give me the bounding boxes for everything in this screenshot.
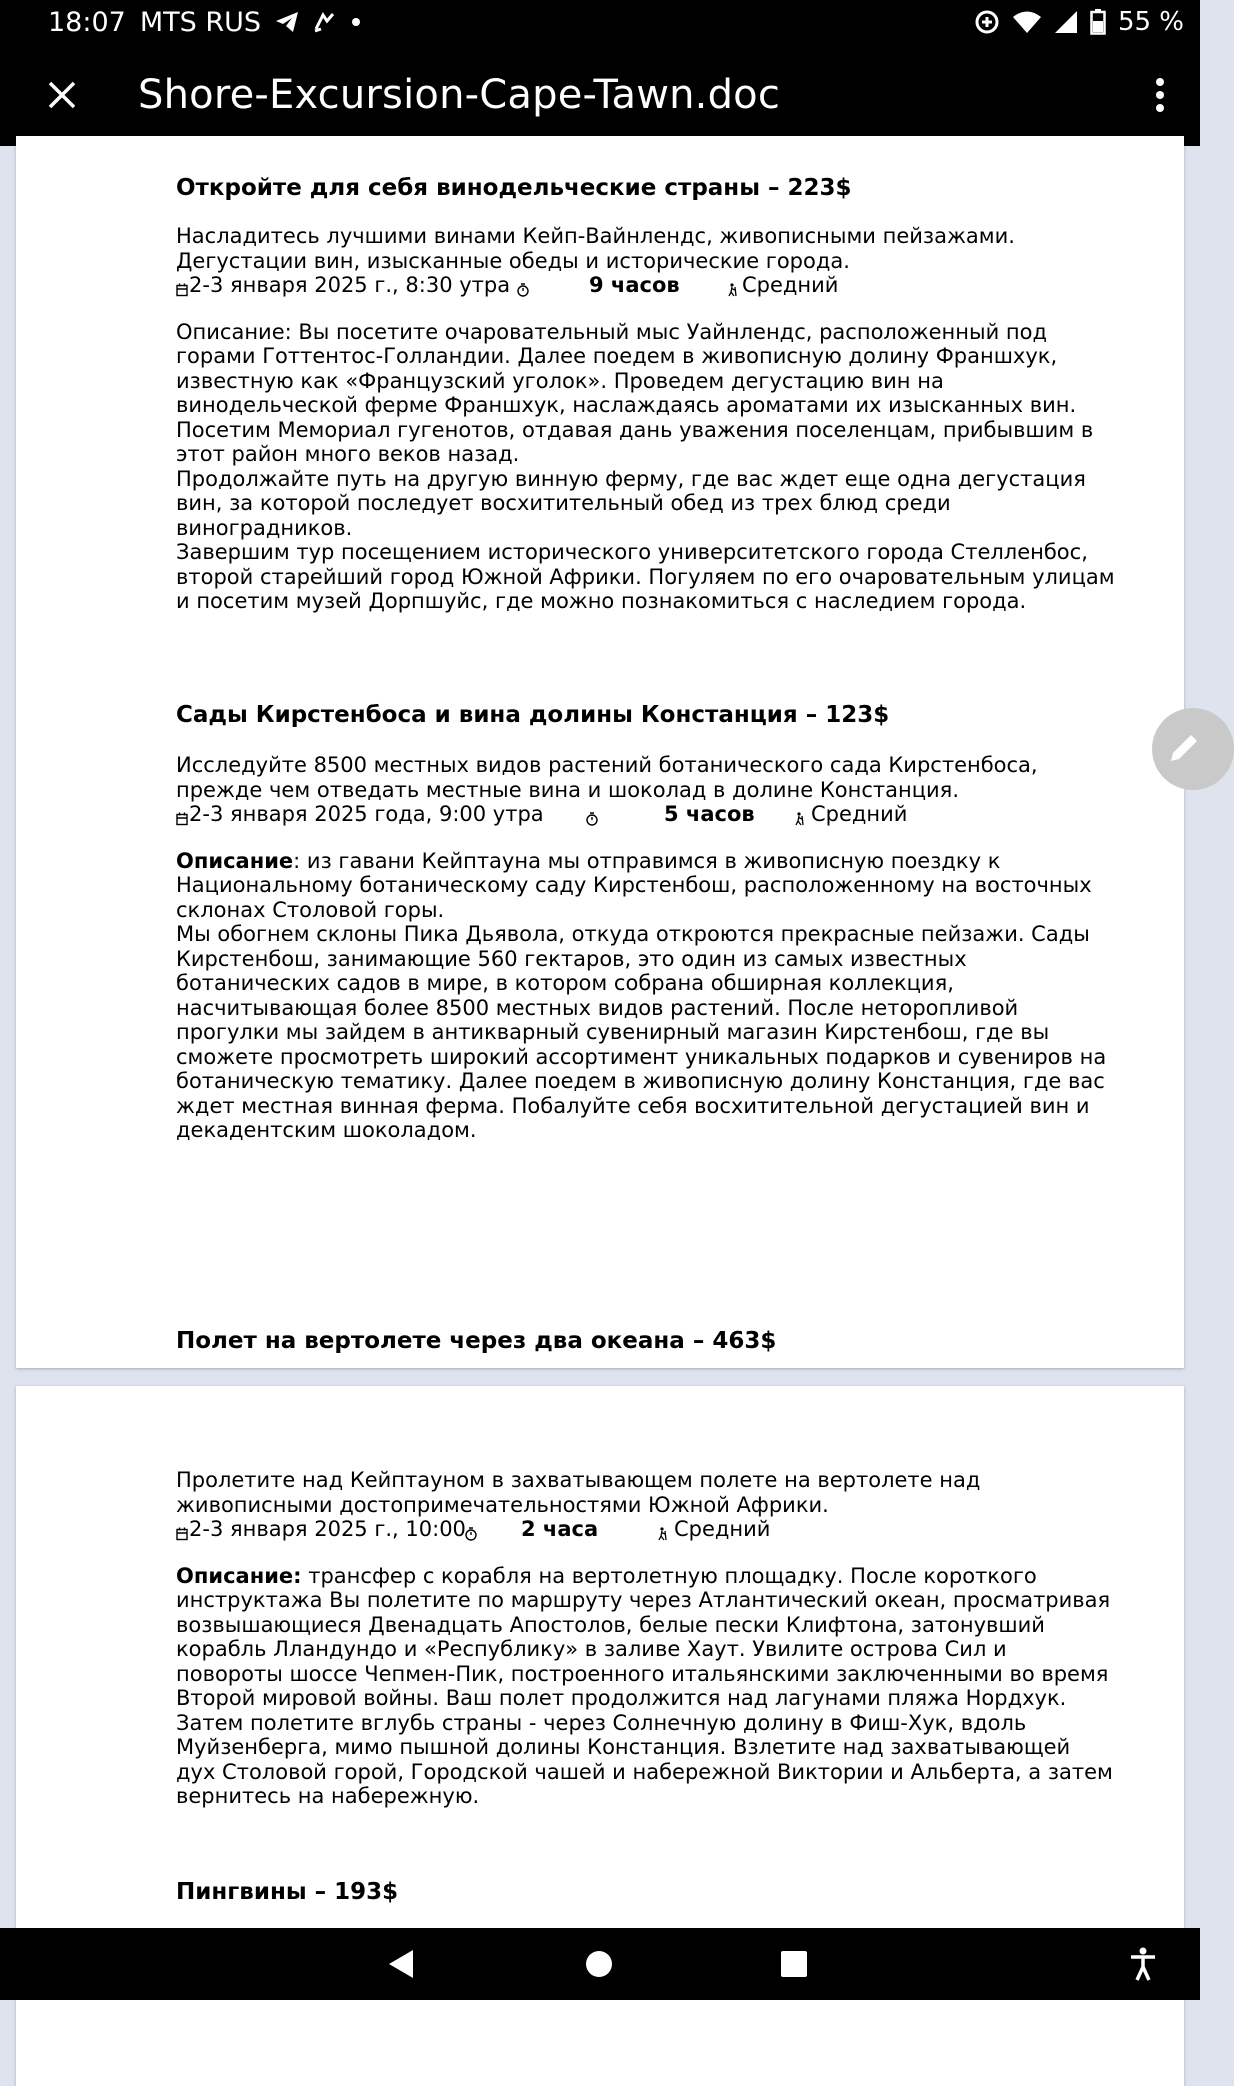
hiker-icon (793, 812, 805, 826)
excursion-heading: Откройте для себя винодельческие страны – 223$ (176, 175, 852, 201)
excursion-duration: 9 часов (589, 273, 680, 297)
excursion-duration: 2 часа (521, 1517, 599, 1541)
description-paragraph: Мы обогнем склоны Пика Дьявола, откуда откроются прекрасные пейзажи. Сады Кирстенбош, занимающие 560 гектаров, это один из самых известных ботанических садов в мире, в котором собрана обширная коллекция, насчитывающая более 8500 местных видов растений. После неторопливой прогулки мы зайдем в антикварный сувенирный магазин Кирстенбош, где вы сможете просмотреть широкий ассортимент уникальных подарков и сувениров на ботаническую тематику. Далее поедем в живописную долину Констанция, где вас ждет местная винная ферма. Побалуйте себя восхитительной дегустацией вин и декадентским шоколадом. (176, 922, 1107, 1142)
back-icon (387, 1949, 415, 1979)
accessibility-button[interactable] (1098, 1928, 1188, 2000)
excursion-section-continued (176, 1468, 1116, 1809)
description-paragraph (176, 1564, 1116, 1809)
more-options-button[interactable] (1120, 44, 1200, 146)
excursion-meta (176, 273, 1116, 298)
calendar-icon (176, 1527, 188, 1541)
excursion-intro: Исследуйте 8500 местных видов растений ботанического сада Кирстенбоса, прежде чем отведать местные вина и шоколад в долине Констанция. (176, 753, 1038, 802)
description-text: : из гавани Кейптауна мы отправимся в живописную поездку к Национальному ботаническому саду Кирстенбош, расположенному на восточных склонах Столовой горы. (176, 848, 1092, 922)
excursion-description (176, 849, 1116, 1143)
home-icon (585, 1950, 613, 1978)
document-title: Shore-Excursion-Cape-Tawn.doc (138, 72, 781, 118)
more-vert-icon (1155, 78, 1165, 112)
telegram-icon (275, 11, 299, 33)
description-paragraph: Описание: Вы посетите очаровательный мыс Уайнлендс, расположенный под горами Готтентос-Голландии. Далее поедем в живописную долину Франшхук, известную как «Французский уголок». Проведем дегустацию вин на винодельческой ферме Франшхук, наслаждаясь ароматами их изысканных вин. Посетим Мемориал гугенотов, отдавая дань уважения поселенцам, прибывшим в этот район много веков назад. (176, 319, 1094, 466)
document-page (16, 136, 1184, 1368)
excursion-heading: Сады Кирстенбоса и вина долины Констанция – 123$ (176, 702, 890, 728)
stopwatch-icon (517, 283, 529, 297)
carrier-name: MTS RUS (139, 6, 261, 38)
excursion-heading: Пингвины – 193$ (176, 1879, 399, 1905)
stopwatch-icon (465, 1527, 477, 1541)
excursion-description (176, 320, 1116, 614)
pencil-icon (1163, 729, 1203, 769)
excursion-meta (176, 802, 1116, 827)
excursion-date: 2-3 января 2025 г., 8:30 утра (189, 273, 511, 297)
hiker-icon (656, 1527, 668, 1541)
clock: 18:07 (48, 6, 126, 38)
excursion-section (176, 1327, 1116, 1355)
excursion-section (176, 174, 1116, 614)
wifi-icon (1012, 10, 1042, 34)
status-bar (0, 0, 1200, 44)
excursion-level: Средний (742, 273, 839, 297)
description-paragraph (176, 849, 1116, 923)
excursion-heading: Полет на вертолете через два океана – 463$ (176, 1328, 777, 1354)
description-paragraph: Завершим тур посещением исторического университетского города Стелленбос, второй старейший город Южной Африки. Погуляем по его очаровательным улицам и посетим музей Дорпшуйс, где можно познакомиться с наследием города. (176, 540, 1115, 613)
excursion-meta (176, 1517, 1116, 1542)
close-icon (47, 80, 77, 110)
sync-icon (313, 11, 337, 33)
excursion-intro: Пролетите над Кейптауном в захватывающем полете на вертолете над живописными достопримечательностями Южной Африки. (176, 1468, 981, 1517)
description-label: Описание (176, 848, 294, 873)
excursion-level: Средний (674, 1517, 771, 1541)
battery-icon (1090, 9, 1106, 35)
back-button[interactable] (356, 1928, 446, 2000)
calendar-icon (176, 283, 188, 297)
dot-icon (351, 17, 361, 27)
home-button[interactable] (554, 1928, 644, 2000)
data-saver-icon (974, 9, 1000, 35)
excursion-date: 2-3 января 2025 г., 10:00 (189, 1517, 466, 1541)
navigation-bar (0, 1928, 1200, 2000)
excursion-section (176, 701, 1116, 1143)
hiker-icon (726, 283, 738, 297)
description-paragraph: Продолжайте путь на другую винную ферму, где вас ждет еще одна дегустация вин, за которой последует восхитительный обед из трех блюд среди виноградников. (176, 466, 1086, 540)
recents-button[interactable] (749, 1928, 839, 2000)
app-bar (0, 44, 1200, 146)
excursion-level: Средний (811, 802, 908, 826)
description-text: трансфер с корабля на вертолетную площадку. После короткого инструктажа Вы полетите по маршруту через Атлантический океан, просматривая возвышающиеся Двенадцать Апостолов, белые пески Клифтона, затонувший корабль Лландундо и «Республику» в заливе Хаут. Увилите острова Сил и повороты шоссе Чепмен-Пик, построенного итальянскими заключенными во время Второй мировой войны. Ваш полет продолжится над лагунами пляжа Нордхук. Затем полетите вглубь страны - через Солнечную долину в Фиш-Хук, вдоль Муйзенберга, мимо пышной долины Констанция. Взлетите над захватывающей дух Столовой горой, Городской чашей и набережной Виктории и Альберта, а затем вернитесь на набережную. (176, 1563, 1113, 1808)
calendar-icon (176, 812, 188, 826)
close-button[interactable] (0, 44, 124, 146)
battery-percent: 55 % (1117, 7, 1184, 37)
excursion-date: 2-3 января 2025 года, 9:00 утра (189, 802, 544, 826)
stopwatch-icon (586, 812, 598, 826)
description-label: Описание: (176, 1563, 302, 1588)
edit-button[interactable] (1152, 708, 1234, 790)
signal-icon (1054, 10, 1078, 34)
document-viewport[interactable] (0, 146, 1200, 1928)
accessibility-icon (1129, 1947, 1157, 1981)
excursion-description (176, 1564, 1116, 1809)
recents-icon (780, 1950, 808, 1978)
excursion-duration: 5 часов (664, 802, 755, 826)
excursion-intro: Насладитесь лучшими винами Кейп-Вайнлендс, живописными пейзажами. Дегустации вин, изысканные обеды и исторические города. (176, 224, 1015, 273)
